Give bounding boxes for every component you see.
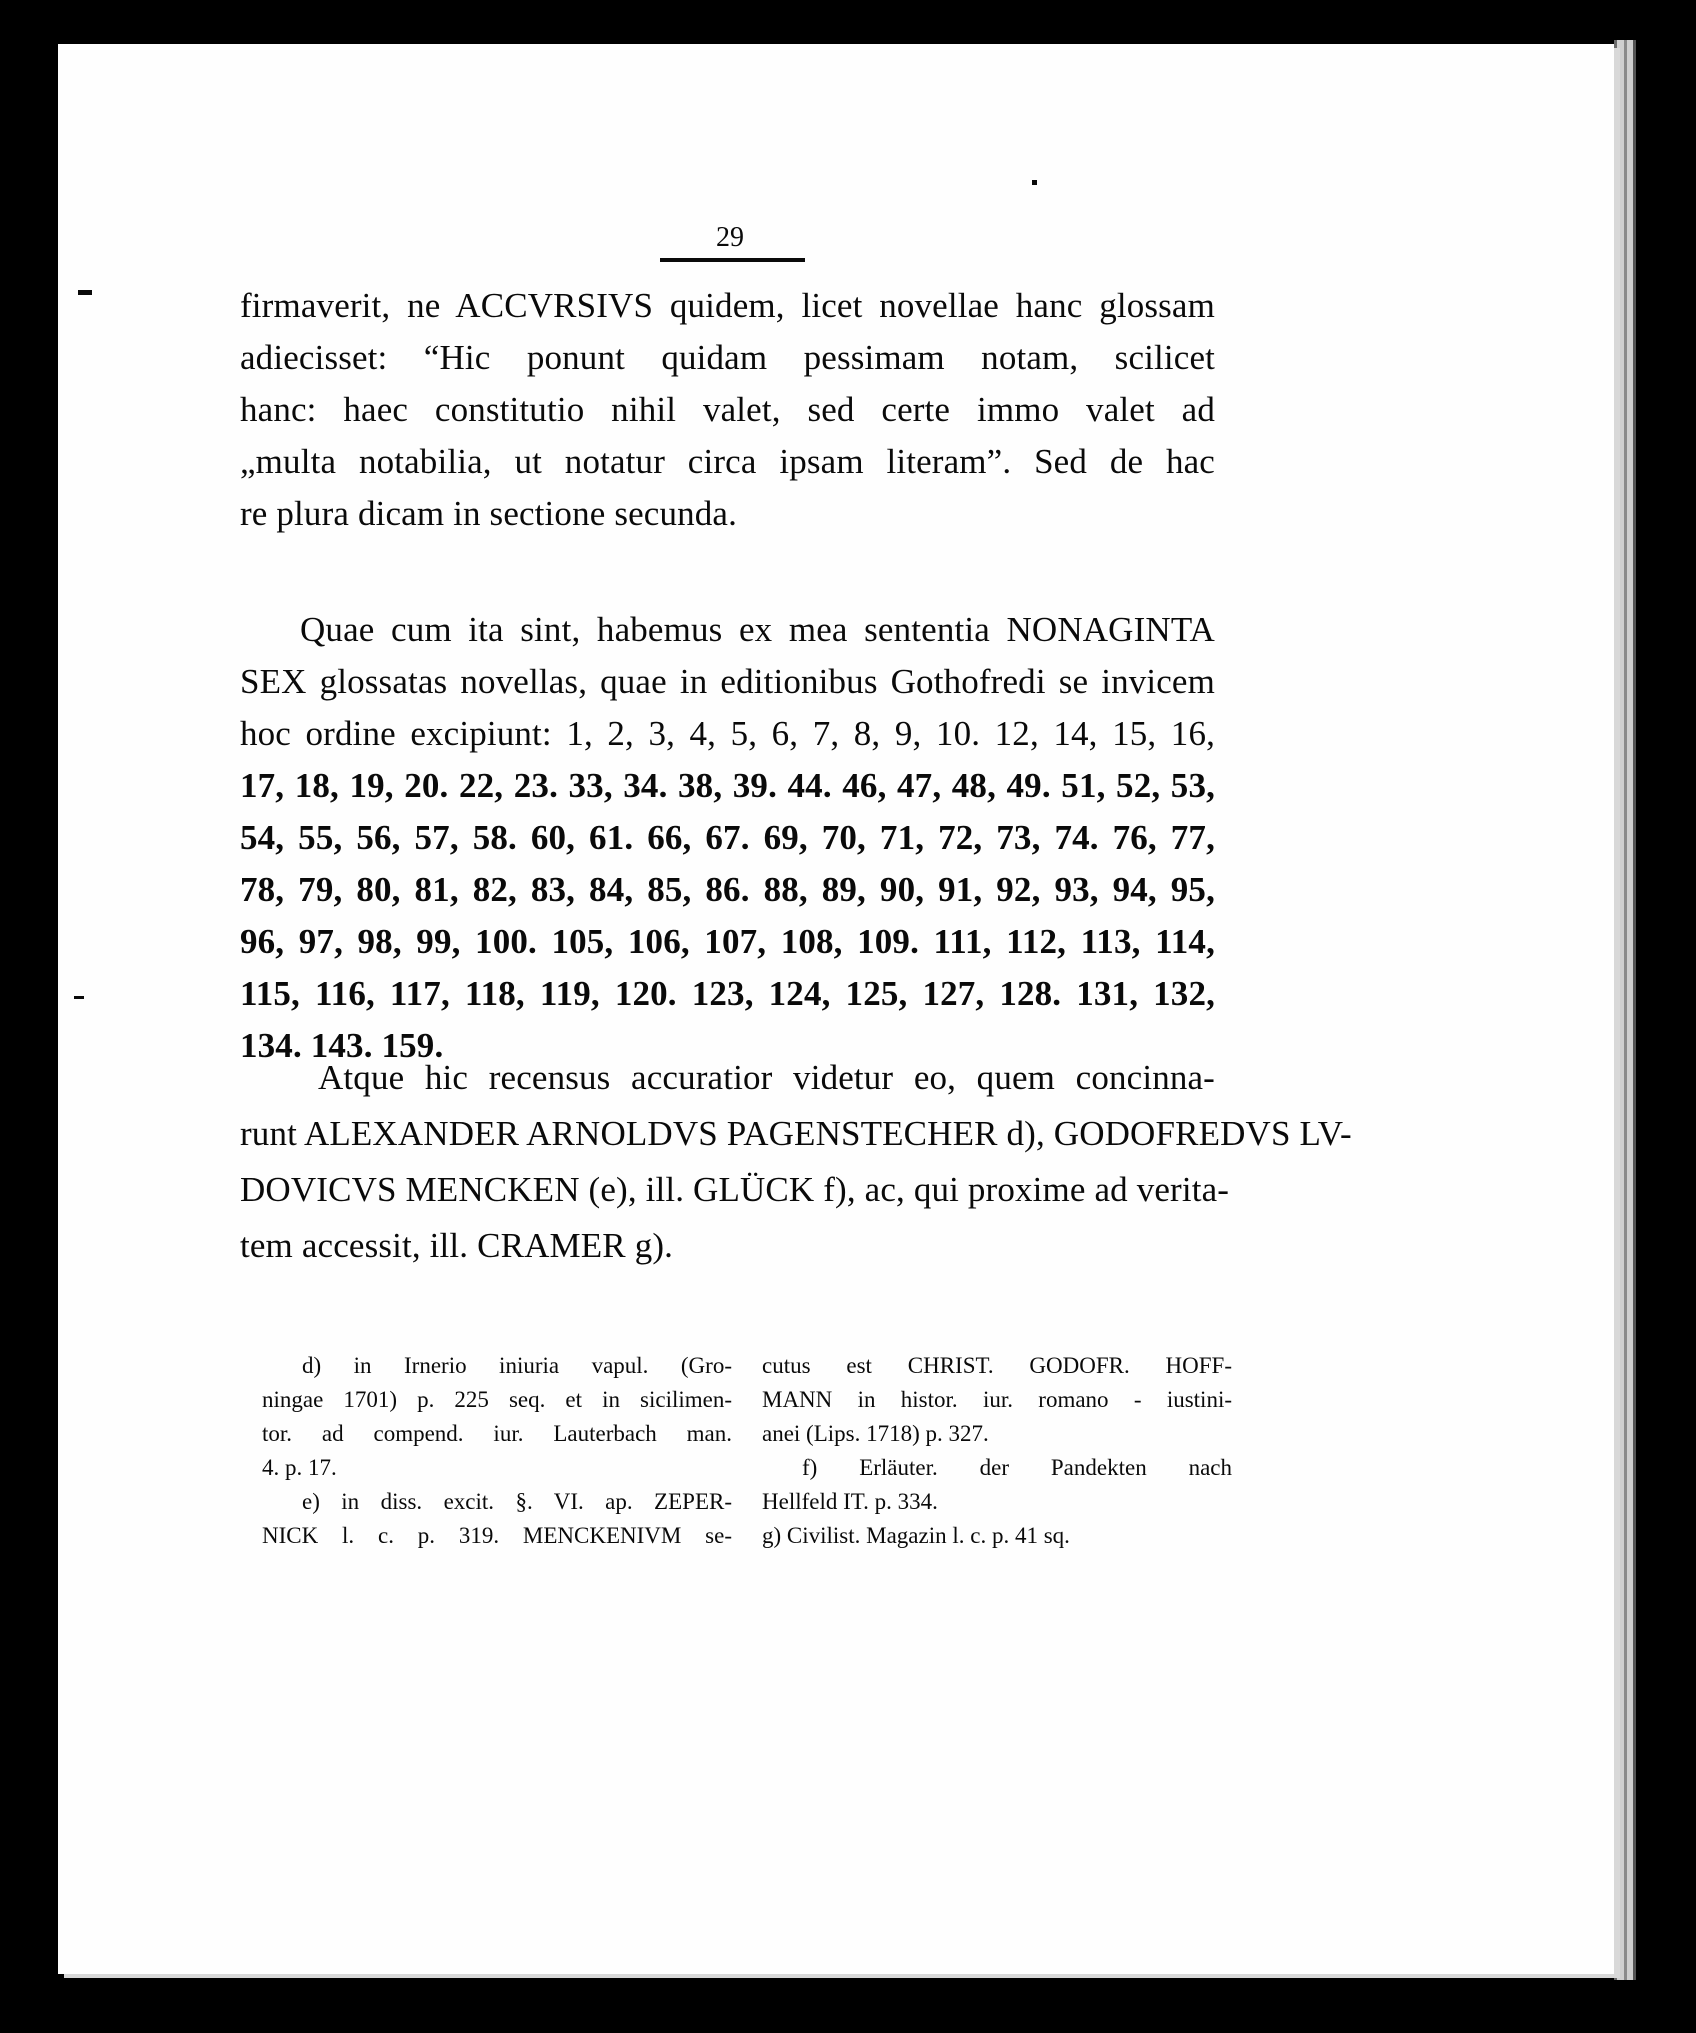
page-number-rule bbox=[660, 258, 805, 262]
page-number: 29 bbox=[716, 222, 744, 253]
footnote-line: ningae 1701) p. 225 seq. et in sicilimen- bbox=[262, 1387, 732, 1412]
text-line: re plura dicam in sectione secunda. bbox=[240, 494, 737, 533]
footnote-line: tor. ad compend. iur. Lauterbach man. bbox=[262, 1421, 732, 1446]
margin-mark bbox=[78, 290, 92, 295]
text-line: 78, 79, 80, 81, 82, 83, 84, 85, 86. 88, 89, 90, 91, 92, 93, 94, 95, bbox=[240, 870, 1215, 909]
text-line: Quae cum ita sint, habemus ex mea sententia NONAGINTA bbox=[300, 610, 1215, 649]
text-line: 54, 55, 56, 57, 58. 60, 61. 66, 67. 69, 70, 71, 72, 73, 74. 76, 77, bbox=[240, 818, 1215, 857]
text-line: runt ALEXANDER ARNOLDVS PAGENSTECHER d), GODOFREDVS LV- bbox=[240, 1114, 1352, 1153]
text-line: Atque hic recensus accuratior videtur eo, quem concinna- bbox=[318, 1058, 1215, 1097]
footnote-line: 4. p. 17. bbox=[262, 1455, 337, 1480]
margin-mark bbox=[74, 996, 84, 999]
footnote-line: f) Erläuter. der Pandekten nach bbox=[802, 1455, 1232, 1480]
page-edge-line bbox=[1614, 40, 1617, 1980]
footnote-line: cutus est CHRIST. GODOFR. HOFF- bbox=[762, 1353, 1232, 1378]
text-line: 115, 116, 117, 118, 119, 120. 123, 124, 125, 127, 128. 131, 132, bbox=[240, 974, 1215, 1013]
footnote-line: NICK l. c. p. 319. MENCKENIVM se- bbox=[262, 1523, 732, 1548]
footnote-line: anei (Lips. 1718) p. 327. bbox=[762, 1421, 989, 1446]
text-line: tem accessit, ill. CRAMER g). bbox=[240, 1226, 674, 1265]
footnote-line: e) in diss. excit. §. VI. ap. ZEPER- bbox=[302, 1489, 732, 1514]
text-line: 17, 18, 19, 20. 22, 23. 33, 34. 38, 39. 44. 46, 47, 48, 49. 51, 52, 53, bbox=[240, 766, 1215, 805]
text-line: 134. 143. 159. bbox=[240, 1026, 444, 1065]
text-line: adiecisset: “Hic ponunt quidam pessimam notam, scilicet bbox=[240, 338, 1215, 377]
page-edge-line bbox=[1624, 40, 1627, 1980]
footnote-line: MANN in histor. iur. romano - iustini- bbox=[762, 1387, 1232, 1412]
text-line: hanc: haec constitutio nihil valet, sed certe immo valet ad bbox=[240, 390, 1215, 429]
footnote-line: Hellfeld IT. p. 334. bbox=[762, 1489, 938, 1514]
footnote-line: d) in Irnerio iniuria vapul. (Gro- bbox=[302, 1353, 732, 1378]
text-line: hoc ordine excipiunt: 1, 2, 3, 4, 5, 6, 7, 8, 9, 10. 12, 14, 15, 16, bbox=[240, 714, 1215, 753]
text-line: 96, 97, 98, 99, 100. 105, 106, 107, 108, 109. 111, 112, 113, 114, bbox=[240, 922, 1215, 961]
text-line: DOVICVS MENCKEN (e), ill. GLÜCK f), ac, qui proxime ad verita- bbox=[240, 1170, 1230, 1209]
page-edge-line bbox=[1633, 40, 1636, 1980]
text-line: firmaverit, ne ACCVRSIVS quidem, licet novellae hanc glossam bbox=[240, 286, 1215, 325]
text-line: SEX glossatas novellas, quae in editionibus Gothofredi se invicem bbox=[240, 662, 1215, 701]
text-line: „multa notabilia, ut notatur circa ipsam literam”. Sed de hac bbox=[240, 442, 1215, 481]
margin-mark bbox=[1032, 180, 1037, 185]
footnote-line: g) Civilist. Magazin l. c. p. 41 sq. bbox=[762, 1523, 1070, 1548]
